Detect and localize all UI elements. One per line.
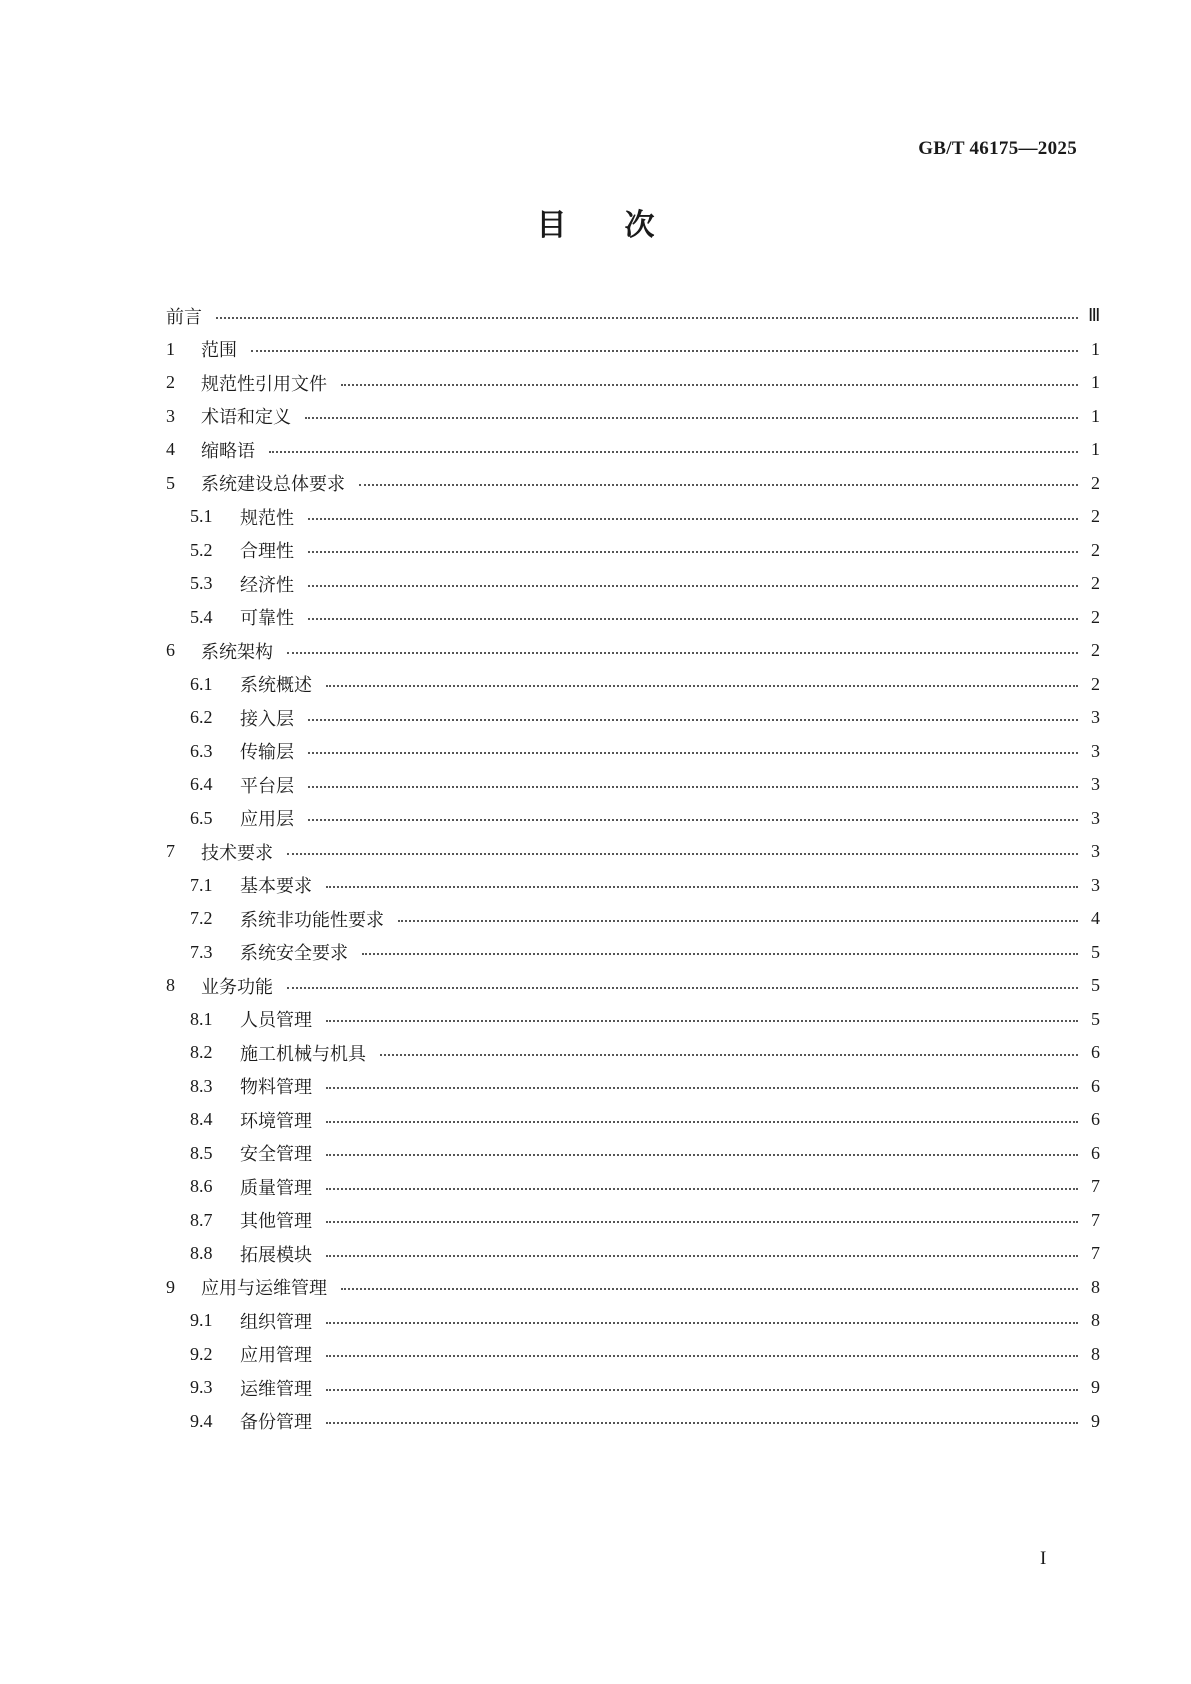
toc-entry-number: 9.1: [190, 1310, 213, 1331]
toc-entry-label: 可靠性: [240, 608, 294, 630]
toc-dot-leader: [341, 1288, 1078, 1290]
toc-entry-number: 6.1: [190, 673, 213, 694]
toc-dot-leader: [359, 484, 1078, 486]
toc-dot-leader: [308, 585, 1078, 587]
toc-entry-number: 5.3: [190, 573, 213, 594]
toc-entry-label: 经济性: [240, 574, 294, 596]
toc-entry-number: 1: [166, 338, 175, 359]
toc-entry-label: 前言: [166, 306, 202, 328]
toc-entry[interactable]: [166, 467, 1100, 501]
toc-entry-page: 5: [1091, 941, 1100, 962]
toc-entry-label: 传输层: [240, 742, 294, 764]
toc-entry-number: 8.5: [190, 1142, 213, 1163]
toc-entry-page: 5: [1091, 1008, 1100, 1029]
toc-entry-page: 6: [1091, 1042, 1100, 1063]
toc-entry-number: 8.3: [190, 1075, 213, 1096]
toc-entry[interactable]: [166, 1271, 1100, 1305]
toc-entry-page: 6: [1091, 1109, 1100, 1130]
toc-dot-leader: [287, 987, 1078, 989]
toc-entry-page: 8: [1091, 1310, 1100, 1331]
toc-entry-number: 6: [166, 640, 175, 661]
toc-dot-leader: [305, 417, 1078, 419]
toc-entry-page: 9: [1091, 1377, 1100, 1398]
toc-entry-label: 人员管理: [240, 1010, 312, 1032]
toc-entry-number: 9.3: [190, 1377, 213, 1398]
toc-entry-number: 5.4: [190, 606, 213, 627]
toc-entry[interactable]: [166, 366, 1100, 400]
toc-entry-label: 拓展模块: [240, 1244, 312, 1266]
toc-entry-page: 5: [1091, 975, 1100, 996]
page-number: I: [1040, 1548, 1047, 1569]
toc-entry-page: 2: [1091, 606, 1100, 627]
toc-entry-label: 规范性: [240, 507, 294, 529]
toc-entry-page: 3: [1091, 707, 1100, 728]
toc-entry-number: 7.1: [190, 874, 213, 895]
toc-title: [0, 200, 1191, 244]
toc-entry-label: 应用层: [240, 809, 294, 831]
toc-dot-leader: [326, 1121, 1078, 1123]
toc-entry-number: 8.4: [190, 1109, 213, 1130]
toc-entry-page: 9: [1091, 1410, 1100, 1431]
toc-entry-page: 7: [1091, 1176, 1100, 1197]
toc-entry-page: 4: [1091, 908, 1100, 929]
toc-entry-label: 其他管理: [240, 1211, 312, 1233]
toc-entry[interactable]: [166, 1003, 1100, 1037]
toc-dot-leader: [326, 886, 1078, 888]
toc-entry-page: Ⅲ: [1088, 305, 1101, 326]
toc-dot-leader: [326, 1221, 1078, 1223]
toc-entry[interactable]: [166, 902, 1100, 936]
toc-entry-page: 1: [1091, 405, 1100, 426]
toc-entry[interactable]: [166, 1371, 1100, 1405]
toc-dot-leader: [341, 384, 1078, 386]
toc-entry[interactable]: [166, 634, 1100, 668]
table-of-contents: [166, 299, 1100, 1438]
toc-entry-label: 系统架构: [201, 641, 273, 663]
toc-entry-label: 术语和定义: [201, 407, 291, 429]
toc-entry[interactable]: [166, 567, 1100, 601]
toc-entry-page: 3: [1091, 807, 1100, 828]
toc-entry-page: 2: [1091, 673, 1100, 694]
toc-entry-page: 1: [1091, 372, 1100, 393]
toc-entry[interactable]: [166, 1070, 1100, 1104]
toc-entry-page: 3: [1091, 874, 1100, 895]
toc-entry[interactable]: [166, 1036, 1100, 1070]
toc-dot-leader: [326, 1355, 1078, 1357]
toc-entry-label: 安全管理: [240, 1144, 312, 1166]
toc-dot-leader: [326, 1188, 1078, 1190]
toc-entry[interactable]: [166, 1137, 1100, 1171]
toc-entry-label: 质量管理: [240, 1177, 312, 1199]
toc-entry-label: 系统概述: [240, 675, 312, 697]
toc-dot-leader: [326, 685, 1078, 687]
toc-entry[interactable]: [166, 534, 1100, 568]
toc-dot-leader: [308, 819, 1078, 821]
toc-entry[interactable]: [166, 701, 1100, 735]
toc-entry[interactable]: [166, 869, 1100, 903]
toc-entry-number: 2: [166, 372, 175, 393]
toc-entry[interactable]: [166, 1204, 1100, 1238]
toc-entry-number: 9.2: [190, 1343, 213, 1364]
toc-entry-number: 6.4: [190, 774, 213, 795]
toc-entry-page: 3: [1091, 841, 1100, 862]
toc-entry-page: 6: [1091, 1142, 1100, 1163]
toc-dot-leader: [326, 1389, 1078, 1391]
toc-entry-number: 7.3: [190, 941, 213, 962]
toc-entry-label: 物料管理: [240, 1077, 312, 1099]
toc-entry[interactable]: [166, 1338, 1100, 1372]
toc-entry-number: 9: [166, 1276, 175, 1297]
toc-entry-number: 5.2: [190, 539, 213, 560]
toc-dot-leader: [308, 551, 1078, 553]
toc-entry[interactable]: [166, 1304, 1100, 1338]
toc-entry[interactable]: [166, 601, 1100, 635]
toc-entry[interactable]: [166, 1237, 1100, 1271]
toc-dot-leader: [326, 1255, 1078, 1257]
toc-entry-number: 6.3: [190, 740, 213, 761]
toc-entry-page: 2: [1091, 573, 1100, 594]
toc-entry[interactable]: [166, 1405, 1100, 1439]
toc-entry-page: 2: [1091, 506, 1100, 527]
toc-dot-leader: [216, 317, 1078, 319]
toc-dot-leader: [251, 350, 1078, 352]
toc-entry-label: 应用与运维管理: [201, 1278, 327, 1300]
toc-entry-number: 8.8: [190, 1243, 213, 1264]
toc-entry-number: 5: [166, 472, 175, 493]
toc-dot-leader: [308, 752, 1078, 754]
toc-entry-label: 备份管理: [240, 1412, 312, 1434]
toc-dot-leader: [308, 618, 1078, 620]
toc-entry[interactable]: [166, 433, 1100, 467]
toc-entry-number: 6.5: [190, 807, 213, 828]
toc-entry-page: 1: [1091, 439, 1100, 460]
toc-dot-leader: [287, 652, 1078, 654]
toc-entry-number: 7: [166, 841, 175, 862]
toc-entry-label: 施工机械与机具: [240, 1043, 366, 1065]
toc-dot-leader: [308, 518, 1078, 520]
toc-entry[interactable]: [166, 835, 1100, 869]
toc-title-part1: 目: [536, 208, 567, 243]
toc-entry-page: 2: [1091, 640, 1100, 661]
toc-entry-number: 8.7: [190, 1209, 213, 1230]
toc-dot-leader: [326, 1020, 1078, 1022]
toc-entry-page: 3: [1091, 740, 1100, 761]
toc-entry-label: 规范性引用文件: [201, 373, 327, 395]
toc-entry-number: 7.2: [190, 908, 213, 929]
standard-number: GB/T 46175—2025: [918, 138, 1077, 159]
toc-entry-number: 8.2: [190, 1042, 213, 1063]
toc-dot-leader: [287, 853, 1078, 855]
toc-entry-page: 8: [1091, 1276, 1100, 1297]
toc-entry[interactable]: [166, 668, 1100, 702]
toc-entry-label: 系统安全要求: [240, 943, 348, 965]
toc-entry[interactable]: [166, 299, 1100, 333]
toc-dot-leader: [269, 451, 1078, 453]
toc-entry[interactable]: [166, 735, 1100, 769]
toc-dot-leader: [326, 1087, 1078, 1089]
toc-dot-leader: [398, 920, 1078, 922]
toc-entry-label: 应用管理: [240, 1345, 312, 1367]
toc-entry[interactable]: [166, 936, 1100, 970]
toc-entry-page: 7: [1091, 1209, 1100, 1230]
toc-entry-label: 业务功能: [201, 976, 273, 998]
toc-entry[interactable]: [166, 969, 1100, 1003]
toc-entry-label: 范围: [201, 340, 237, 362]
toc-entry-label: 系统建设总体要求: [201, 474, 345, 496]
toc-entry-label: 环境管理: [240, 1110, 312, 1132]
toc-entry-page: 3: [1091, 774, 1100, 795]
toc-entry-label: 接入层: [240, 708, 294, 730]
toc-entry-label: 缩略语: [201, 440, 255, 462]
toc-dot-leader: [326, 1322, 1078, 1324]
toc-entry[interactable]: [166, 1170, 1100, 1204]
toc-dot-leader: [308, 719, 1078, 721]
toc-entry-page: 2: [1091, 472, 1100, 493]
toc-entry-page: 7: [1091, 1243, 1100, 1264]
toc-entry-label: 运维管理: [240, 1378, 312, 1400]
toc-entry-label: 平台层: [240, 775, 294, 797]
toc-entry-number: 8: [166, 975, 175, 996]
toc-entry-page: 8: [1091, 1343, 1100, 1364]
toc-dot-leader: [326, 1422, 1078, 1424]
toc-entry-number: 4: [166, 439, 175, 460]
toc-entry[interactable]: [166, 802, 1100, 836]
toc-dot-leader: [380, 1054, 1078, 1056]
toc-entry[interactable]: [166, 400, 1100, 434]
toc-entry-number: 3: [166, 405, 175, 426]
toc-dot-leader: [308, 786, 1078, 788]
toc-entry-label: 技术要求: [201, 842, 273, 864]
toc-title-part2: 次: [624, 208, 655, 243]
toc-entry[interactable]: [166, 768, 1100, 802]
toc-entry-number: 5.1: [190, 506, 213, 527]
toc-entry-label: 系统非功能性要求: [240, 909, 384, 931]
toc-entry[interactable]: [166, 1103, 1100, 1137]
toc-dot-leader: [326, 1154, 1078, 1156]
toc-entry-page: 1: [1091, 338, 1100, 359]
toc-entry[interactable]: [166, 333, 1100, 367]
toc-entry-number: 8.1: [190, 1008, 213, 1029]
toc-entry-page: 6: [1091, 1075, 1100, 1096]
toc-entry-label: 组织管理: [240, 1311, 312, 1333]
toc-entry[interactable]: [166, 500, 1100, 534]
toc-dot-leader: [362, 953, 1078, 955]
toc-entry-number: 8.6: [190, 1176, 213, 1197]
toc-entry-label: 基本要求: [240, 876, 312, 898]
toc-entry-number: 6.2: [190, 707, 213, 728]
toc-entry-label: 合理性: [240, 541, 294, 563]
toc-entry-number: 9.4: [190, 1410, 213, 1431]
toc-entry-page: 2: [1091, 539, 1100, 560]
